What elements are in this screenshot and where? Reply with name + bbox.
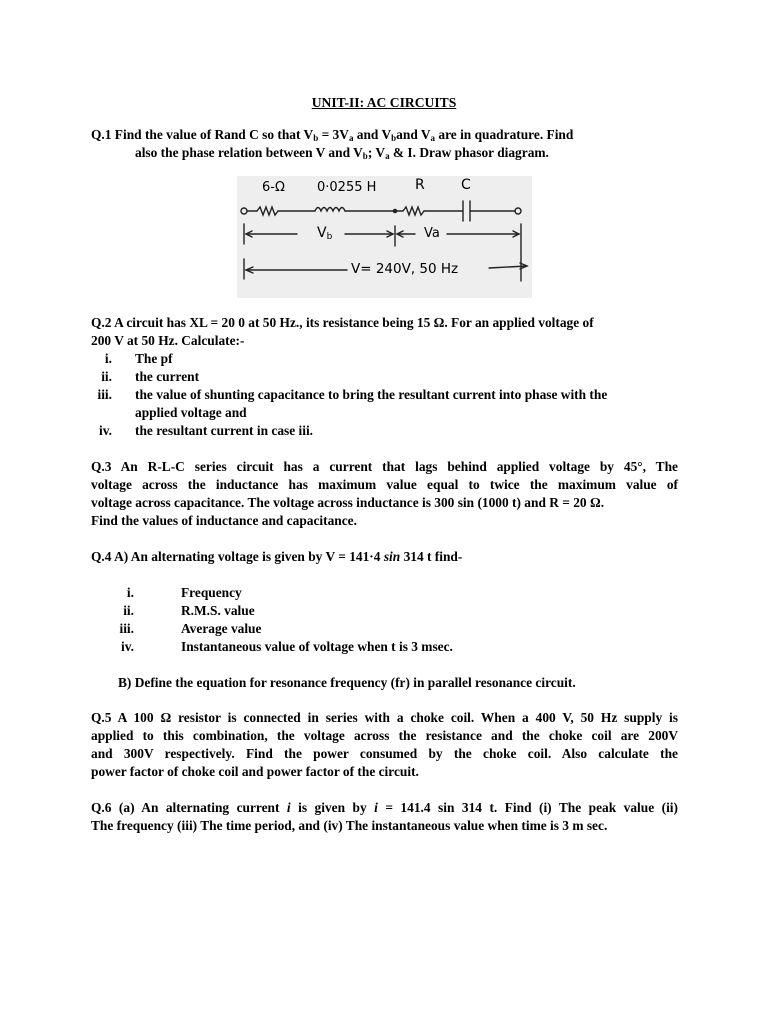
q5-line-1: Q.5 A 100 Ω resistor is connected in series with a choke coil. When a 400 V, 50 Hz supply is xyxy=(91,710,678,725)
list-item-number: iii. xyxy=(97,387,112,402)
q3-line-4: Find the values of inductance and capacitance. xyxy=(91,513,357,528)
list-item-number: iii. xyxy=(119,621,134,636)
q6-line-2: The frequency (iii) The time period, and (iv) The instantaneous value when time is 3 m sec. xyxy=(91,818,608,833)
list-item: Frequency xyxy=(181,585,242,600)
q3-line-3: voltage across capacitance. The voltage across inductance is 300 sin (1000 t) and R = 20 Ω. xyxy=(91,495,605,510)
q2-line-1: Q.2 A circuit has XL = 20 0 at 50 Hz., its resistance being 15 Ω. For an applied voltage of xyxy=(91,315,594,330)
q5-line-2: applied to this combination, the voltage across the resistance and the choke coil are 200V xyxy=(91,728,678,743)
list-item-number: iv. xyxy=(98,423,112,438)
list-item-number: i. xyxy=(104,351,112,366)
label-r: R xyxy=(415,177,425,193)
q1-line-2: also the phase relation between V and $V_b$; $V_a$ & I. Draw phasor diagram. xyxy=(135,145,549,161)
list-item: R.M.S. value xyxy=(181,603,255,618)
list-item: the value of shunting capacitance to bring the resultant current into phase with the xyxy=(135,387,608,402)
list-item: the resultant current in case iii. xyxy=(135,423,314,438)
q5-line-3: and 300V respectively. Find the power consumed by the choke coil. Also calculate the xyxy=(91,746,678,761)
list-item-number: ii. xyxy=(123,603,134,618)
label-vb: $V_b$ xyxy=(317,225,333,242)
label-6-ohm: 6-Ω xyxy=(262,180,285,195)
label-supply-voltage: V= 240V, 50 Hz xyxy=(351,261,459,277)
list-item-number: ii. xyxy=(101,369,112,384)
label-inductance: 0·0255 H xyxy=(317,180,377,195)
q4-part-b: B) Define the equation for resonance frequency (fr) in parallel resonance circuit. xyxy=(118,675,576,690)
list-item-number: i. xyxy=(126,585,134,600)
list-item-continuation: applied voltage and xyxy=(135,405,247,420)
q4-question: Q.4 A) An alternating voltage is given by V = 141·4 sin 314 t find- xyxy=(91,549,463,564)
list-item: Instantaneous value of voltage when t is 3 msec. xyxy=(181,639,453,654)
q3-line-1: Q.3 An R-L-C series circuit has a current that lags behind applied voltage by 45°, The xyxy=(91,459,678,474)
q1-line-1: Q.1 Find the value of Rand C so that $V_b = 3V_a$ and $V_band$ $V_a$ are in quadrature. Find xyxy=(91,127,574,143)
q6-line-1: Q.6 (a) An alternating current i is given by i = 141.4 sin 314 t. Find (i) The peak value (ii) xyxy=(91,800,678,815)
page-title: UNIT-II: AC CIRCUITS xyxy=(311,95,457,110)
list-item: the current xyxy=(135,369,200,384)
q5-line-4: power factor of choke coil and power factor of the circuit. xyxy=(91,764,419,779)
list-item-number: iv. xyxy=(120,639,134,654)
label-c: C xyxy=(461,177,471,193)
list-item: Average value xyxy=(181,621,262,636)
list-item: The pf xyxy=(135,351,173,366)
label-va: Va xyxy=(424,226,440,241)
q3-line-2: voltage across the inductance has maximum value equal to twice the maximum value of xyxy=(91,477,678,492)
q2-line-2: 200 V at 50 Hz. Calculate:- xyxy=(91,333,245,348)
circuit-diagram xyxy=(237,176,532,298)
